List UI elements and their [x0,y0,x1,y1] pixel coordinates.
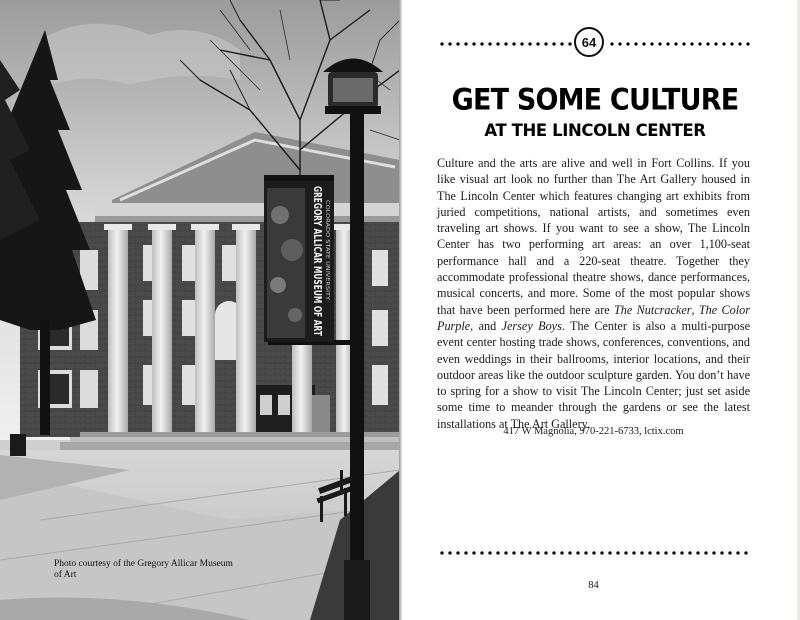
banner-text-university: COLORADO STATE UNIVERSITY [324,200,330,277]
show-title-jersey-boys: Jersey Boys [501,318,562,333]
dotted-rule-bottom [438,551,750,555]
body-separator-1: , [691,302,699,317]
page-number-badge: 64 [574,27,604,57]
body-paragraph [437,155,750,432]
body-text-part-2: . The Center is also a multi-purpose event center hosting trade shows, conferences, conventions, and even weddings in their ballrooms, interior locations, and their outdoor areas like the outdoor sculpture garden. You don’t have to spring for a show to visit The Lincoln Center; just set aside some time to meander through the gardens or see the latest installations at The Art Gallery. [437,318,750,431]
subheadline: AT THE LINCOLN CENTER [484,121,706,140]
body-text-part-1: Culture and the arts are alive and well in Fort Collins. If you like visual art look no further than The Art Gallery housed in The Lincoln Center which features changing art exhibits from juried competitions, national artists, and sometimes even traveling art shows. If you want to see a show, The Lincoln Center has two performing art areas: an over 1,100-seat performance hall and a 220-seat theatre. Together they accommodate professional theatre shows, dance performances, musical concerts, and more. Some of the most popular shows that have been performed here are [437,156,750,317]
show-title-color-purple: The Color Purple [437,302,750,333]
photo-credit: Photo courtesy of the Gregory Allicar Museum of Art [54,559,233,580]
venue-address: 417 W Magnolia, 970-221-6733, lctix.com [503,426,684,437]
banner-text-museum: GREGORY ALLICAR MUSEUM OF ART [311,186,323,399]
text-page [402,0,800,620]
page-folio: 84 [588,580,599,591]
headline: GET SOME CULTURE [451,83,739,118]
museum-banner [264,175,334,399]
trash-can [10,434,26,456]
body-separator-2: , and [470,318,502,333]
dotted-rule-top-left [438,42,574,46]
dotted-rule-top-right [608,42,750,46]
show-title-nutcracker: The Nutcracker [614,302,692,317]
